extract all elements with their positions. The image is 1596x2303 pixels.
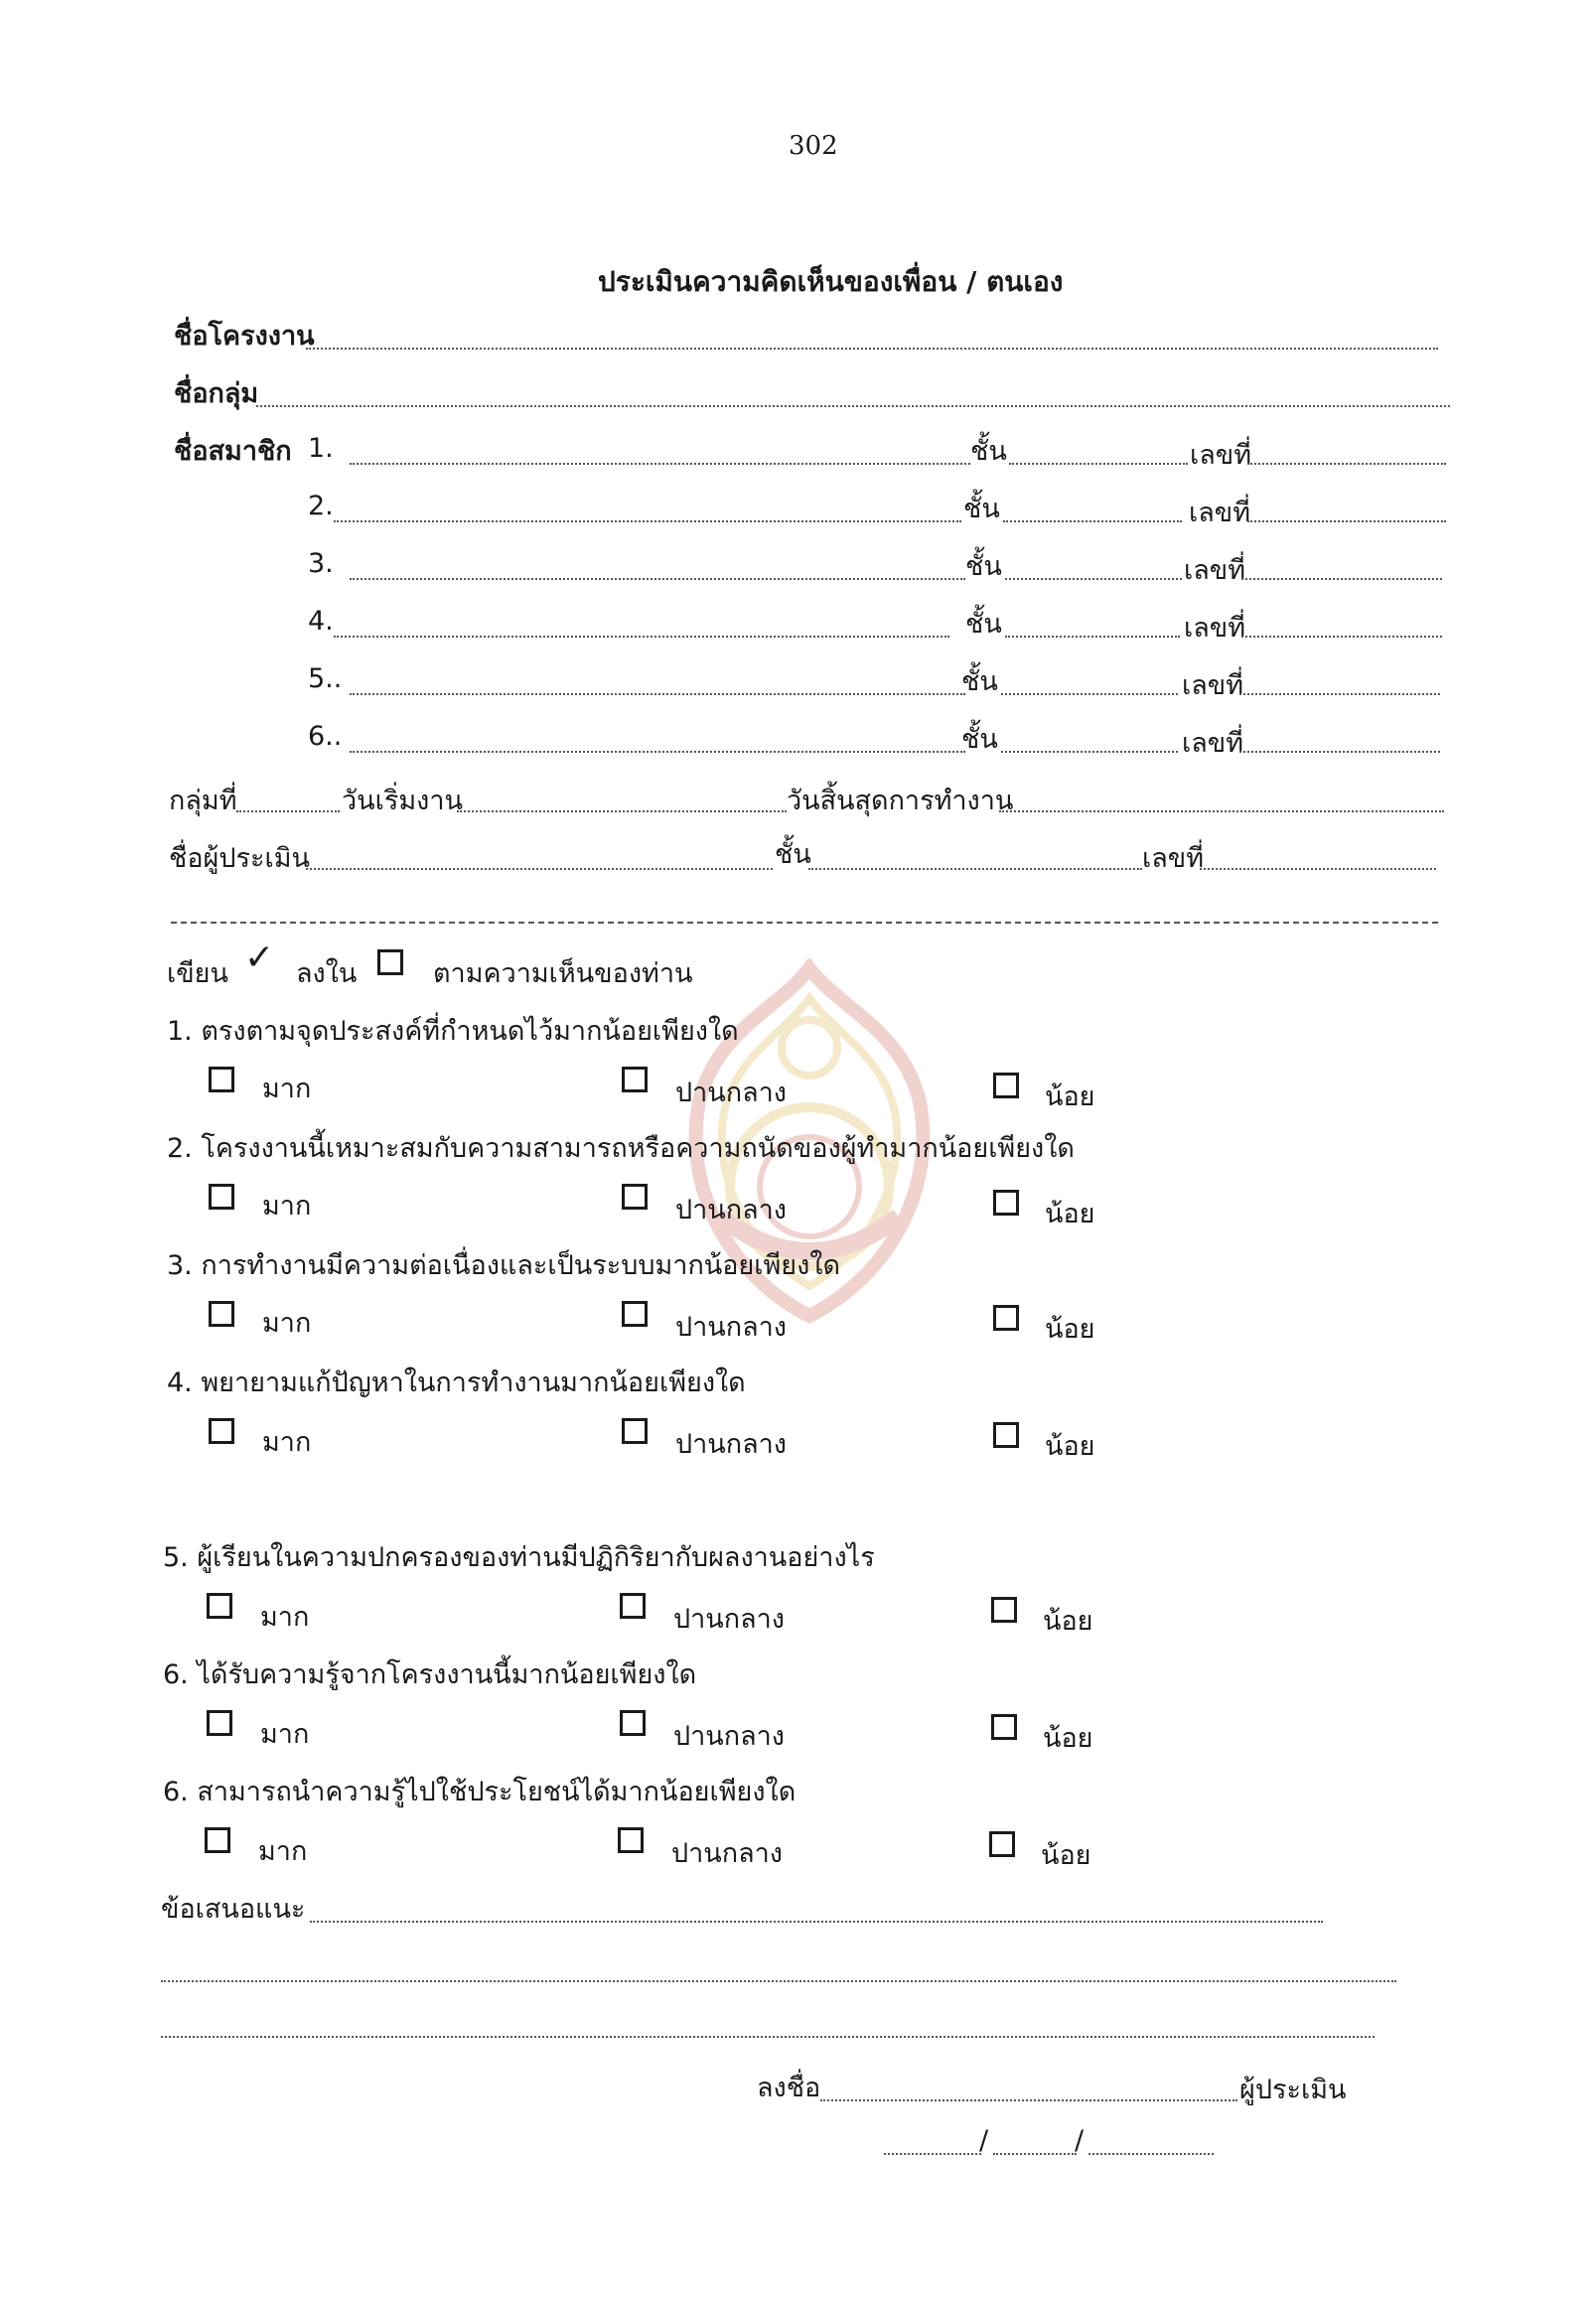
grade-line[interactable]: [1005, 636, 1180, 638]
option-high-checkbox[interactable]: [207, 1593, 232, 1619]
option-medium-label: ปานกลาง: [673, 1604, 785, 1635]
evaluator-number-label: เลขที่: [1142, 843, 1205, 874]
end-date-line[interactable]: [999, 810, 1444, 812]
suggestion-line-2[interactable]: [161, 1980, 1396, 1982]
date-slash-2: /: [1075, 2125, 1085, 2156]
option-low-checkbox[interactable]: [989, 1831, 1015, 1857]
evaluator-suffix-label: ผู้ประเมิน: [1239, 2075, 1347, 2105]
evaluator-number-line[interactable]: [1200, 868, 1436, 870]
option-low-label: น้อย: [1045, 1431, 1095, 1462]
option-high-label: มาก: [262, 1191, 312, 1222]
evaluator-label: ชื่อผู้ประเมิน: [169, 843, 310, 874]
member-name-line[interactable]: [350, 578, 965, 580]
member-number: 4.: [308, 606, 334, 637]
grade-line[interactable]: [1009, 463, 1188, 465]
grade-line[interactable]: [1001, 693, 1178, 695]
signature-line[interactable]: [820, 2099, 1237, 2101]
group-number-label: กลุ่มที่: [169, 786, 237, 816]
suggestion-line-1[interactable]: [310, 1921, 1323, 1923]
start-date-line[interactable]: [457, 810, 787, 812]
question-5-text: 5. ผู้เรียนในความปกครองของท่านมีปฏิกิริยากับผลงานอย่างไร: [163, 1542, 875, 1573]
member-number: 5..: [308, 663, 343, 694]
evaluator-grade-label: ชั้น: [775, 839, 811, 870]
instruction-suffix: ตามความเห็นของท่าน: [433, 958, 693, 989]
group-name-label: ชื่อกลุ่ม: [174, 378, 259, 409]
question-4-text: 4. พยายามแก้ปัญหาในการทำงานมากน้อยเพียงใด: [167, 1367, 746, 1398]
option-high-label: มาก: [262, 1308, 312, 1339]
option-low-label: น้อย: [1045, 1199, 1095, 1229]
grade-label: ชั้น: [961, 666, 998, 697]
option-medium-checkbox[interactable]: [622, 1418, 648, 1444]
sign-label: ลงชื่อ: [757, 2073, 821, 2103]
grade-label: ชั้น: [970, 436, 1007, 467]
grade-line[interactable]: [1005, 578, 1182, 580]
option-medium-label: ปานกลาง: [675, 1312, 787, 1343]
project-name-label: ชื่อโครงงาน: [174, 321, 315, 352]
end-date-label: วันสิ้นสุดการทำงาน: [787, 786, 1014, 816]
option-low-checkbox[interactable]: [993, 1422, 1019, 1448]
number-line[interactable]: [1247, 520, 1446, 522]
question-2-text: 2. โครงงานนี้เหมาะสมกับความสามารถหรือความถนัดของผู้ทำมากน้อยเพียงใด: [167, 1133, 1075, 1164]
evaluator-name-line[interactable]: [306, 868, 773, 870]
date-year-line[interactable]: [1088, 2153, 1214, 2155]
section-divider: [171, 922, 1438, 924]
option-medium-checkbox[interactable]: [622, 1067, 648, 1092]
option-low-label: น้อย: [1043, 1723, 1093, 1754]
number-label: เลขที่: [1189, 498, 1251, 528]
member-number: 3.: [308, 548, 334, 579]
option-medium-checkbox[interactable]: [622, 1184, 648, 1210]
suggestion-line-3[interactable]: [161, 2036, 1375, 2038]
option-high-label: มาก: [258, 1836, 308, 1867]
option-low-label: น้อย: [1045, 1081, 1095, 1112]
grade-label: ชั้น: [965, 551, 1002, 582]
option-medium-label: ปานกลาง: [675, 1195, 787, 1225]
option-high-checkbox[interactable]: [209, 1418, 234, 1444]
members-label: ชื่อสมาชิก: [174, 436, 292, 467]
member-number: 6..: [308, 721, 343, 752]
option-low-checkbox[interactable]: [993, 1190, 1019, 1216]
option-low-label: น้อย: [1041, 1840, 1091, 1871]
grade-label: ชั้น: [965, 609, 1002, 640]
date-day-line[interactable]: [884, 2153, 981, 2155]
project-name-line[interactable]: [306, 348, 1438, 350]
question-7-text: 6. สามารถนำความรู้ไปใช้ประโยชน์ได้มากน้อยเพียงใด: [163, 1777, 797, 1807]
date-month-line[interactable]: [993, 2153, 1077, 2155]
group-number-line[interactable]: [236, 810, 340, 812]
checkmark-icon: ✓: [244, 937, 275, 978]
option-low-checkbox[interactable]: [991, 1714, 1017, 1740]
option-medium-label: ปานกลาง: [675, 1429, 787, 1460]
grade-label: ชั้น: [963, 494, 1000, 524]
member-name-line[interactable]: [334, 520, 961, 522]
start-date-label: วันเริ่มงาน: [342, 786, 463, 816]
question-3-text: 3. การทำงานมีความต่อเนื่องและเป็นระบบมากน้อยเพียงใด: [167, 1250, 841, 1281]
instruction-prefix: เขียน: [167, 958, 228, 989]
option-low-checkbox[interactable]: [993, 1073, 1019, 1098]
option-low-label: น้อย: [1043, 1606, 1093, 1637]
option-medium-label: ปานกลาง: [673, 1721, 785, 1752]
instruction-middle: ลงใน: [296, 958, 358, 989]
option-high-label: มาก: [262, 1074, 312, 1104]
number-line[interactable]: [1241, 636, 1442, 638]
number-label: เลขที่: [1184, 555, 1246, 586]
number-label: เลขที่: [1184, 613, 1246, 644]
page-number: 302: [789, 131, 838, 161]
option-low-checkbox[interactable]: [993, 1305, 1019, 1331]
option-low-checkbox[interactable]: [991, 1597, 1017, 1623]
option-high-label: มาก: [260, 1602, 310, 1633]
option-medium-checkbox[interactable]: [620, 1593, 646, 1619]
number-line[interactable]: [1239, 751, 1440, 753]
number-line[interactable]: [1239, 693, 1440, 695]
sample-checkbox-icon: [377, 949, 403, 975]
option-medium-label: ปานกลาง: [671, 1838, 783, 1869]
number-label: เลขที่: [1182, 728, 1244, 759]
member-name-line[interactable]: [350, 693, 965, 695]
group-name-line[interactable]: [256, 405, 1450, 407]
option-high-checkbox[interactable]: [209, 1301, 234, 1327]
option-high-checkbox[interactable]: [209, 1184, 234, 1210]
date-slash-1: /: [979, 2125, 989, 2156]
member-name-line[interactable]: [334, 636, 949, 638]
option-high-label: มาก: [260, 1719, 310, 1750]
member-name-line[interactable]: [350, 463, 970, 465]
option-high-label: มาก: [262, 1427, 312, 1458]
option-medium-label: ปานกลาง: [675, 1078, 787, 1108]
option-medium-checkbox[interactable]: [620, 1710, 646, 1736]
option-high-checkbox[interactable]: [207, 1710, 232, 1736]
number-line[interactable]: [1241, 578, 1442, 580]
evaluator-grade-line[interactable]: [808, 868, 1142, 870]
option-medium-checkbox[interactable]: [618, 1827, 644, 1853]
option-high-checkbox[interactable]: [205, 1827, 230, 1853]
suggestion-label: ข้อเสนอแนะ: [161, 1894, 306, 1925]
option-high-checkbox[interactable]: [209, 1067, 234, 1092]
number-label: เลขที่: [1190, 440, 1252, 471]
number-line[interactable]: [1247, 463, 1446, 465]
member-name-line[interactable]: [350, 751, 965, 753]
number-label: เลขที่: [1182, 670, 1244, 701]
question-6-text: 6. ได้รับความรู้จากโครงงานนี้มากน้อยเพียงใด: [163, 1659, 697, 1690]
question-1-text: 1. ตรงตามจุดประสงค์ที่กำหนดไว้มากน้อยเพียงใด: [167, 1016, 739, 1047]
option-medium-checkbox[interactable]: [622, 1301, 648, 1327]
member-number: 1.: [308, 433, 334, 464]
grade-line[interactable]: [1001, 751, 1178, 753]
grade-label: ชั้น: [961, 724, 998, 755]
member-number: 2.: [308, 491, 334, 521]
form-title: ประเมินความคิดเห็นของเพื่อน / ตนเอง: [598, 265, 1064, 298]
grade-line[interactable]: [1003, 520, 1182, 522]
option-low-label: น้อย: [1045, 1314, 1095, 1345]
